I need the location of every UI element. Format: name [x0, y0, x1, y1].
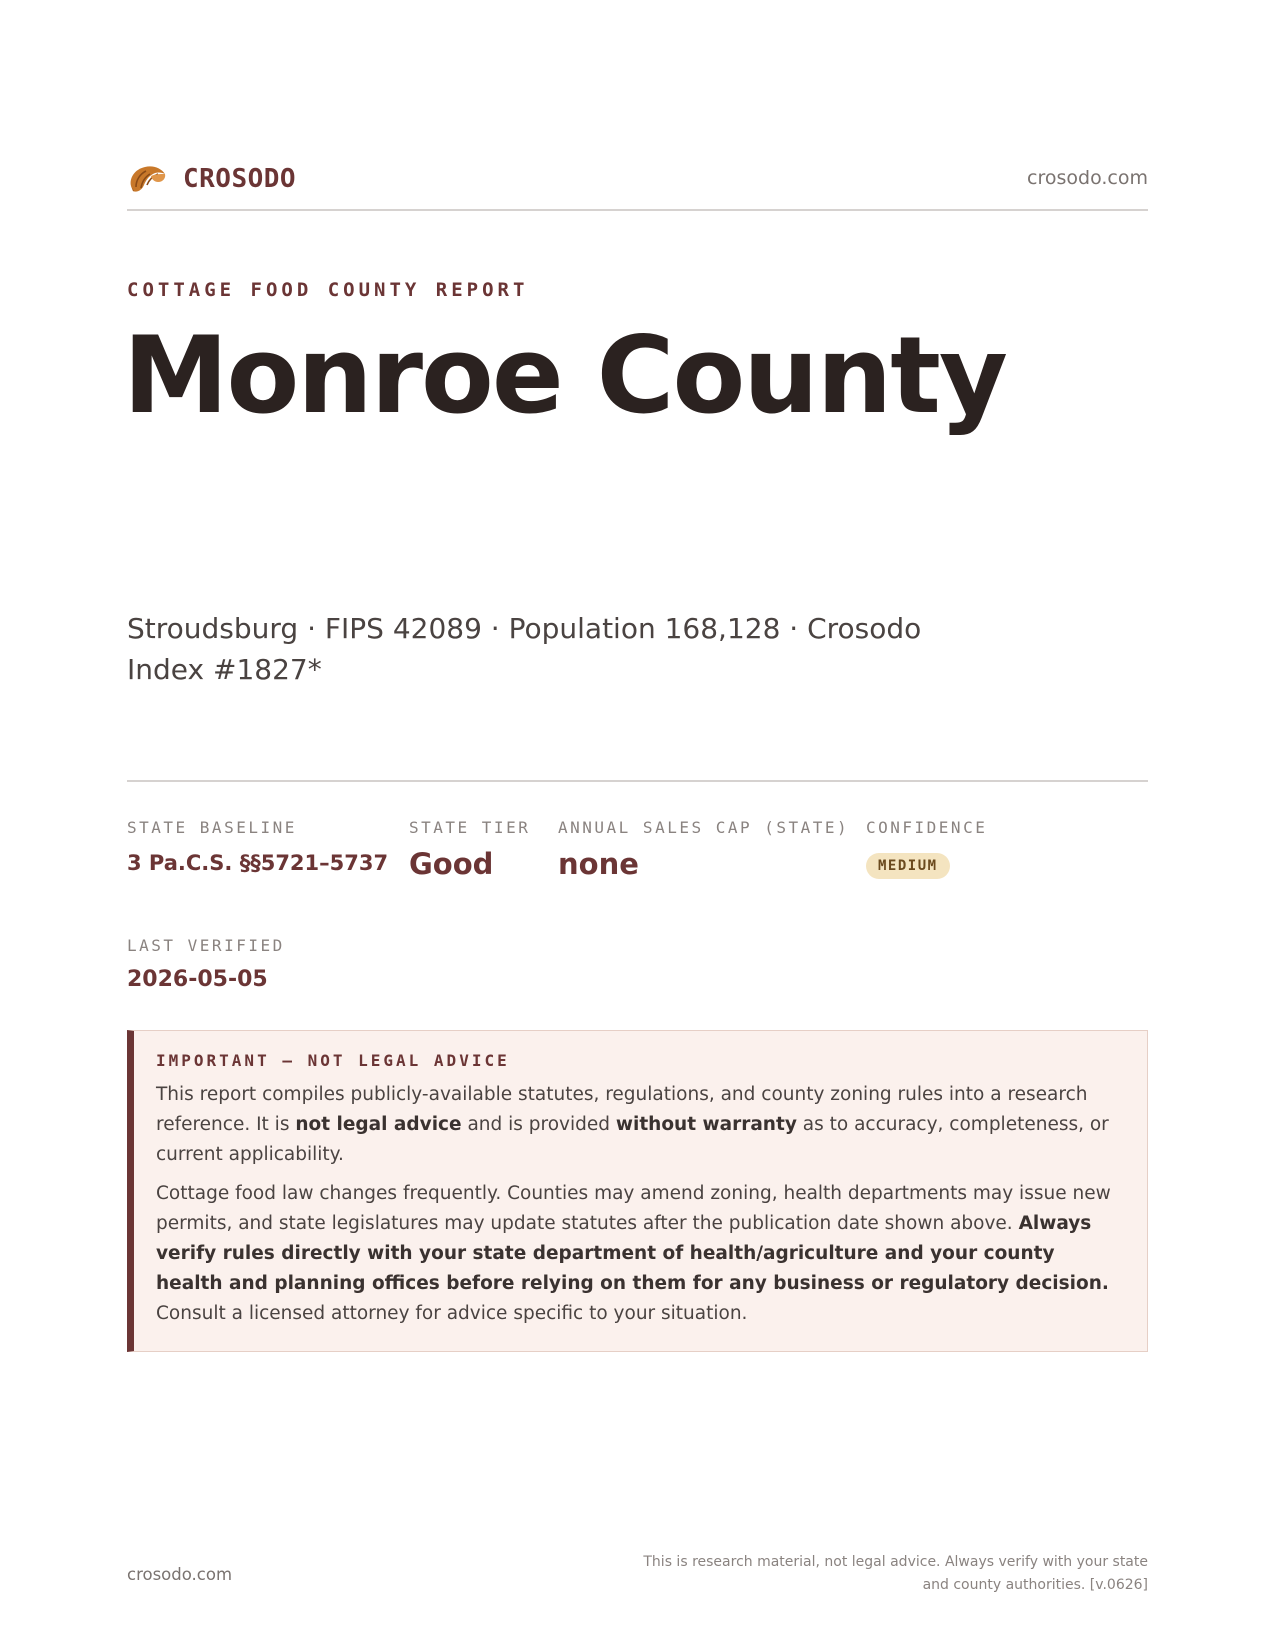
- section-divider: [127, 780, 1148, 782]
- fact-label: STATE TIER: [409, 818, 531, 837]
- fact-confidence: [866, 818, 987, 879]
- notice-emphasis: not legal advice: [295, 1114, 462, 1135]
- header-site-link[interactable]: crosodo.com: [1027, 167, 1148, 189]
- croissant-icon: [127, 160, 169, 198]
- footer-disclaimer: [628, 1551, 1148, 1597]
- fact-last-verified: [127, 936, 285, 992]
- notice-emphasis: without warranty: [615, 1114, 797, 1135]
- report-subtitle: Stroudsburg · FIPS 42089 · Population 168,128 · Crosodo Index #1827*: [127, 612, 922, 686]
- fact-label: LAST VERIFIED: [127, 936, 285, 955]
- notice-text: This report compiles publicly-available statutes, regulations, and county zoning rules into a research reference. It is: [156, 1084, 1088, 1135]
- footer-disclaimer-line: This is research material, not legal advice. Always verify with your state: [643, 1554, 1148, 1570]
- brand[interactable]: [127, 160, 296, 198]
- fact-value: 2026-05-05: [127, 967, 268, 992]
- notice-heading: IMPORTANT — NOT LEGAL ADVICE: [156, 1051, 510, 1070]
- notice-emphasis: Always verify rules directly with your state department of health/agriculture and your county health and planning offices before relying on them for any business or regulatory decision.: [156, 1213, 1109, 1294]
- fact-label: STATE BASELINE: [127, 818, 297, 837]
- notice-text: as to accuracy, completeness, or current applicability.: [156, 1114, 1109, 1165]
- notice-text: Consult a licensed attorney for advice specific to your situation.: [156, 1303, 748, 1324]
- fact-value: Good: [409, 847, 494, 881]
- fact-state-tier: [409, 818, 530, 881]
- fact-annual-sales-cap: [558, 818, 849, 881]
- confidence-badge: MEDIUM: [866, 853, 950, 879]
- fact-value: none: [558, 847, 639, 881]
- notice-paragraph-1: [156, 1080, 1121, 1170]
- report-page: [123, 0, 1148, 1650]
- notice-paragraph-2: [156, 1179, 1121, 1329]
- fact-label: ANNUAL SALES CAP (STATE): [558, 818, 850, 837]
- legal-notice-callout: [127, 1030, 1148, 1352]
- fact-state-baseline: [127, 818, 388, 875]
- page-title: Monroe County: [123, 314, 1006, 437]
- page-header: [127, 155, 1148, 210]
- notice-text: and is provided: [461, 1114, 616, 1135]
- header-divider: [127, 209, 1148, 211]
- fact-value: 3 Pa.C.S. §§5721–5737: [127, 851, 389, 875]
- report-kicker: COTTAGE FOOD COUNTY REPORT: [127, 279, 529, 301]
- fact-label: CONFIDENCE: [866, 818, 988, 837]
- notice-text: Cottage food law changes frequently. Counties may amend zoning, health departments may issue new permits, and state legislatures may update statutes after the publication date shown above.: [156, 1183, 1111, 1234]
- brand-name: CROSODO: [183, 164, 297, 194]
- footer-site-link[interactable]: crosodo.com: [127, 1565, 233, 1584]
- footer-disclaimer-line: and county authorities. [v.0626]: [922, 1577, 1148, 1593]
